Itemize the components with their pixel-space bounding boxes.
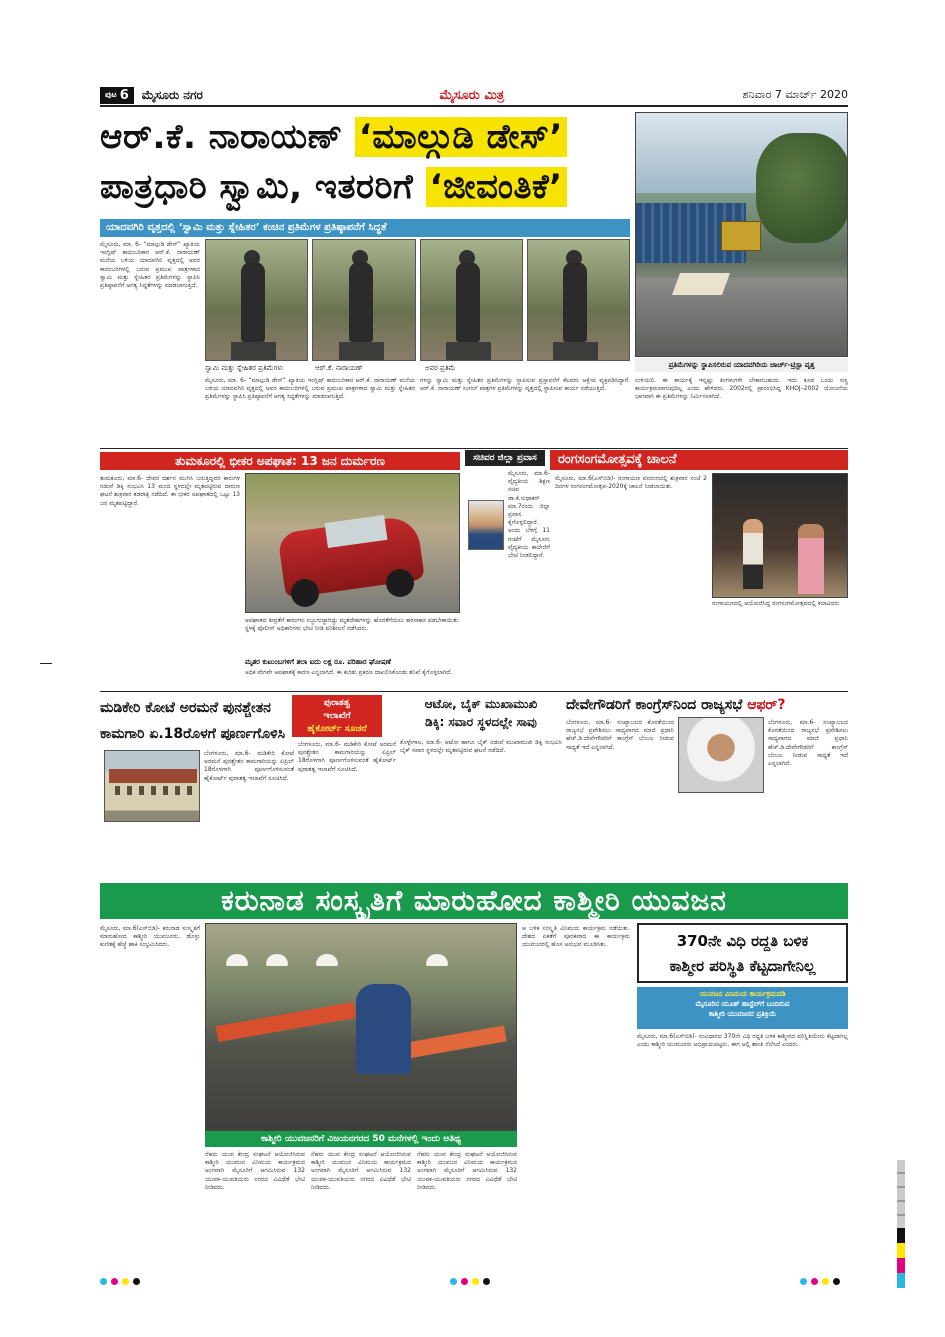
statue-captions: [205, 363, 630, 373]
hero-subhead: ಯಾದವಗಿರಿ ವೃತ್ತದಲ್ಲಿ ‘ಸ್ವಾಮಿ ಮತ್ತು ಸ್ನೇಹಿತರ’ ಕಂಚಿನ ಪ್ರತಿಮೆಗಳ ಪ್ರತಿಷ್ಠಾಪನೆಗೆ ಸಿದ್ಧತೆ: [100, 219, 630, 237]
statue-photo: [312, 239, 415, 361]
hero-headline-2a: ಪಾತ್ರಧಾರಿ ಸ್ವಾಮಿ, ಇತರರಿಗೆ: [100, 167, 426, 207]
accident-headline: ತುಮಕೂರಲ್ಲಿ ಭೀಕರ ಅಪಘಾತ: 13 ಜನ ದುರ್ಮರಣ: [100, 452, 460, 470]
accident-text: ಅಧಿಕ ವೇಗವೇ ಅಪಘಾತಕ್ಕೆ ಕಾರಣ ಎನ್ನಲಾಗಿದೆ. ಈ ಕುರಿತು ಪ್ರಕರಣ ದಾಖಲಿಸಿಕೊಂಡು ತನಿಖೆ ಕೈಗೊಳ್ಳಲಾಗಿದೆ.: [245, 669, 453, 676]
section-name: ಮೈಸೂರು ನಗರ: [141, 87, 203, 102]
devegowda-headline-b: ಆಫರ್?: [747, 697, 786, 713]
statue-caption: ಸ್ವಾಮಿ ಮತ್ತು ಸ್ನೇಹಿತರ ಪ್ರತಿಮೆಗಳು: [205, 364, 284, 372]
kashmir-text: ನೆಹರು ಯುವ ಕೇಂದ್ರ ಸಂಘಟನೆ ಆಯೋಜಿಸಿರುವ ಕಾಶ್ಮೀರಿ ಯುವಜನ ವಿನಿಮಯ ಕಾರ್ಯಕ್ರಮದ ಅಂಗವಾಗಿ ಮೈಸೂರಿಗೆ ಆಗಮಿಸಿರುವ 132 ಯುವಕ-ಯುವತಿಯರು ನಗರದ ವಿವಿಧೆಡೆ ಭೇಟಿ ನೀಡಿದರು.: [311, 1151, 411, 1191]
reaction-line: ಮೈಸೂರಿನ ಯೂತ್ ಹಾಸ್ಟೆಲ್‍ಗೆ ಬಂದಿರುವ: [695, 1000, 790, 1008]
crop-mark: [40, 663, 52, 664]
bike-text: ಕೊಳ್ಳೇಗಾಲ, ಮಾ.6- ಆಟೋ ಹಾಗೂ ಬೈಕ್ ನಡುವೆ ಮುಖಾಮುಖಿ ಡಿಕ್ಕಿ ಸಂಭವಿಸಿ ಬೈಕ್ ಸವಾರ ಸ್ಥಳದಲ್ಲೇ ಮೃತಪಟ್ಟಿರುವ ಘಟನೆ ನಡೆದಿದೆ.: [400, 739, 562, 755]
accident-text: ತುಮಕೂರು, ಮಾ.6- ದೇವರ ದರ್ಶನ ಮುಗಿಸಿ ಬರುತ್ತಿದ್ದವರ ಕಾರುಗಳ ನಡುವೆ ಡಿಕ್ಕಿ ಸಂಭವಿಸಿ 13 ಮಂದಿ ಸ್ಥಳದಲ್ಲೇ ಮೃತಪಟ್ಟಿರುವ ದಾರುಣ ಘಟನೆ ಶುಕ್ರವಾರ ತಡರಾತ್ರಿ ನಡೆದಿದೆ. ಈ ಭೀಕರ ಅಪಘಾತದಲ್ಲಿ ಒಟ್ಟು 13 ಜನ ಮೃತಪಟ್ಟಿದ್ದಾರೆ.: [100, 475, 240, 507]
hero-headline-2b: ‘ಜೀವಂತಿಕೆ’: [426, 167, 567, 207]
registration-marks: [800, 1278, 840, 1285]
circle-photo: [635, 112, 848, 357]
article-370-title-2: ಕಾಶ್ಮೀರ ಪರಿಸ್ಥಿತಿ ಕೆಟ್ಟದಾಗೇನಿಲ್ಲ: [669, 957, 816, 975]
kashmir-photo-caption: ಕಾಶ್ಮೀರಿ ಯುವಜನರಿಗೆ ವಿಜಯನಗರದ 50 ಮನೆಗಳಲ್ಲಿ ಇಂದು ಆತಿಥ್ಯ: [205, 1131, 517, 1147]
hero-body-text: ಮೈಸೂರು, ಮಾ. 6- “ಮಾಲ್ಗುಡಿ ಡೇಸ್” ಖ್ಯಾತಿಯ ಇಂಗ್ಲಿಷ್ ಕಾದಂಬರಿಕಾರ ಆರ್.ಕೆ. ನಾರಾಯಣ್ ಮನೆಯ ಬಳಿಯ ಯಾದವಗಿರಿ ವೃತ್ತದಲ್ಲಿ ಅವರ ಕಾದಂಬರಿಗಳಲ್ಲಿ ಬರುವ ಪ್ರಮುಖ ಪಾತ್ರಗಳಾದ ಸ್ವಾಮಿ ಮತ್ತು ಸ್ನೇಹಿತರ ಪ್ರತಿಮೆಗಳನ್ನು ಸ್ಥಾಪಿಸಿ ಪ್ರತಿಷ್ಠಾಪನೆಗೆ ಅಗತ್ಯ ಸಿದ್ಧತೆಗಳನ್ನು ಮಾಡಲಾಗುತ್ತಿದೆ.: [205, 377, 415, 401]
theatre-text: ಮೈಸೂರು, ಮಾ.6(ಎಸ್‍ಬಿಡಿ)- ರಂಗಾಯಣ ವನರಂಗದಲ್ಲಿ ಶುಕ್ರವಾರ ಸಂಜೆ 2 ದಿನಗಳ ರಂಗಸಂಗಮೋತ್ಸವ-2020ಕ್ಕೆ ಚಾಲನೆ ನೀಡಲಾಯಿತು.: [555, 475, 707, 491]
color-bar: [897, 1228, 905, 1288]
hero-headline-line-2: [100, 162, 630, 212]
madikeri-text: ಬೆಂಗಳೂರು, ಮಾ.6- ಮಡಿಕೇರಿ ಕೋಟೆ ಅರಮನೆ ಪುನಶ್ಚೇತನ ಕಾಮಗಾರಿಯನ್ನು ಏಪ್ರಿಲ್ 18ರೊಳಗಾಗಿ ಪೂರ್ಣಗೊಳಿಸುವಂತೆ ಹೈಕೋರ್ಟ್ ಪುರಾತತ್ವ ಇಲಾಖೆಗೆ ಸೂಚಿಸಿದೆ.: [204, 750, 294, 782]
hero-headline-1b: ‘ಮಾಲ್ಗುಡಿ ಡೇಸ್’: [355, 117, 567, 157]
devegowda-text: ಬೆಂಗಳೂರು, ಮಾ.6- ಸಂಖ್ಯಾಬಲದ ಕೊರತೆಯಿಂದ ರಾಜ್ಯಸಭೆ ಪ್ರವೇಶಿಸಲು ಸಾಧ್ಯವಾಗದ ಮಾಜಿ ಪ್ರಧಾನಿ ಹೆಚ್.ಡಿ.ದೇವೇಗೌಡರಿಗೆ ಕಾಂಗ್ರೆಸ್ ಬೆಂಬಲ ನೀಡುವ ಸಾಧ್ಯತೆ ಇದೆ ಎನ್ನಲಾಗಿದೆ.: [768, 719, 848, 768]
kashmir-photo: [205, 923, 517, 1131]
devegowda-headline: [566, 695, 848, 715]
kicker-line: ಪುರಾತತ್ವ: [323, 698, 351, 708]
reaction-box: [637, 987, 848, 1029]
statue-caption: ಅವರ ಪ್ರತಿಮೆ: [425, 364, 456, 372]
statue-photo: [205, 239, 308, 361]
hero-lead-text: ಮೈಸೂರು, ಮಾ. 6- “ಮಾಲ್ಗುಡಿ ಡೇಸ್” ಖ್ಯಾತಿಯ ಇಂಗ್ಲಿಷ್ ಕಾದಂಬರಿಕಾರ ಆರ್.ಕೆ. ನಾರಾಯಣ್ ಮನೆಯ ಬಳಿಯ ಯಾದವಗಿರಿ ವೃತ್ತದಲ್ಲಿ ಅವರ ಕಾದಂಬರಿಗಳಲ್ಲಿ ಬರುವ ಪ್ರಮುಖ ಪಾತ್ರಗಳಾದ ಸ್ವಾಮಿ ಮತ್ತು ಸ್ನೇಹಿತರ ಪ್ರತಿಮೆಗಳನ್ನು ಸ್ಥಾಪಿಸಿ ಪ್ರತಿಷ್ಠಾಪನೆಗೆ ಅಗತ್ಯ ಸಿದ್ಧತೆಗಳನ್ನು ಮಾಡಲಾಗುತ್ತಿದೆ.: [100, 241, 200, 290]
devegowda-headline-a: ದೇವೇಗೌಡರಿಗೆ ಕಾಂಗ್ರೆಸ್‍ನಿಂದ ರಾಜ್ಯಸಭೆ: [566, 697, 748, 713]
madikeri-headline-2: ಕಾಮಗಾರಿ ಏ.18ರೊಳಗೆ ಪೂರ್ಣಗೊಳಿಸಿ: [100, 726, 286, 742]
reaction-line: ಕಾಶ್ಮೀರಿ ಯುವಜನರ ಪ್ರತಿಕ್ರಿಯೆ: [708, 1010, 777, 1018]
kashmir-banner: ಕರುನಾಡ ಸಂಸ್ಕೃತಿಗೆ ಮಾರುಹೋದ ಕಾಶ್ಮೀರಿ ಯುವಜನ: [100, 883, 848, 919]
reaction-line: ಯುವಜನ ವಿನಿಮಯ ಕಾರ್ಯಕ್ರಮದಡಿ: [699, 990, 786, 998]
theatre-headline: ರಂಗಸಂಗಮೋತ್ಸವಕ್ಕೆ ಚಾಲನೆ: [550, 450, 848, 470]
kashmir-text: ನೆಹರು ಯುವ ಕೇಂದ್ರ ಸಂಘಟನೆ ಆಯೋಜಿಸಿರುವ ಕಾಶ್ಮೀರಿ ಯುವಜನ ವಿನಿಮಯ ಕಾರ್ಯಕ್ರಮದ ಅಂಗವಾಗಿ ಮೈಸೂರಿಗೆ ಆಗಮಿಸಿರುವ 132 ಯುವಕ-ಯುವತಿಯರು ನಗರದ ವಿವಿಧೆಡೆ ಭೇಟಿ ನೀಡಿದರು.: [205, 1151, 305, 1191]
hero-body-text: ಗಳನ್ನು ಸ್ವಾಮಿ ಮತ್ತು ಸ್ನೇಹಿತರ ಪ್ರತಿಮೆಗಳನ್ನು ಸ್ಥಾಪಿಸುವ ಪ್ರಸ್ತಾವನೆಗೆ ಕೆಲವರು ಆಕ್ಷೇಪ ವ್ಯಕ್ತಪಡಿಸಿದ್ದಾರೆ. ಆರ್.ಕೆ. ನಾರಾಯಣ್ ಸಿಂಗಲ್ ಪಾತ್ರಗಳ ಪ್ರತಿಮೆಗಳನ್ನು ವೃತ್ತದಲ್ಲಿ ಸ್ಥಾಪಿಸುವ ಕಾರ್ಯ ನಡೆಯುತ್ತಿದೆ.: [420, 377, 630, 393]
stage-photo-caption: ರಂಗಾಯಣದಲ್ಲಿ ಆಯೋಜಿಸಿದ್ದ ರಂಗಸಂಗಮೋತ್ಸವದಲ್ಲಿ ಕಲಾವಿದರು: [712, 600, 840, 607]
bike-headline-1: ಆಟೋ, ಬೈಕ್ ಮುಖಾಮುಖಿ: [424, 697, 538, 711]
newspaper-page: [100, 85, 848, 1265]
devegowda-text: ಬೆಂಗಳೂರು, ಮಾ.6- ಸಂಖ್ಯಾಬಲದ ಕೊರತೆಯಿಂದ ರಾಜ್ಯಸಭೆ ಪ್ರವೇಶಿಸಲು ಸಾಧ್ಯವಾಗದ ಮಾಜಿ ಪ್ರಧಾನಿ ಹೆಚ್.ಡಿ.ದೇವೇಗೌಡರಿಗೆ ಕಾಂಗ್ರೆಸ್ ಬೆಂಬಲ ನೀಡುವ ಸಾಧ್ಯತೆ ಇದೆ ಎನ್ನಲಾಗಿದೆ.: [566, 719, 674, 751]
minister-photo: [468, 500, 504, 550]
palace-photo: [104, 750, 200, 822]
page-number: 6: [119, 87, 129, 103]
madikeri-headline: [100, 695, 288, 747]
registration-marks: [450, 1278, 490, 1285]
madikeri-headline-1: ಮಡಿಕೇರಿ ಕೋಟೆ ಅರಮನೆ ಪುನಶ್ಚೇತನ: [100, 700, 271, 716]
statue-photo: [420, 239, 523, 361]
statue-photo: [527, 239, 630, 361]
hero-right-text: ಉಳಿಯಲಿ. ಈ ಕಾರ್ಯಕ್ಕೆ ಇನ್ನಷ್ಟು ತಿಂಗಳುಗಳೇ ಬೇಕಾಗಬಹುದು. ಇದು ಕೂಡ ಒಂದು ಸಣ್ಣ ಕಾರ್ಯಕ್ರಮವಾಗುವುದಿಲ್ಲ ಎಂದು ಹೇಳಿದರು. 2002ರಲ್ಲಿ ಪ್ರಾರಂಭಿಸಿದ್ದ KHOJ–2002 ಯೋಜನೆಯ ಭಾಗವಾಗಿ ಈ ಪ್ರತಿಮೆಗಳನ್ನು ನಿರ್ಮಿಸಲಾಗಿದೆ.: [635, 377, 848, 401]
circle-photo-caption: ಪ್ರತಿಮೆಗಳನ್ನು ಸ್ಥಾಪಿಸಲಿರುವ ಯಾದವಗಿರಿಯ ಚಾರ್ಚ್-ಟ್ರಿಸ್ಟಾ ವೃತ್ತ: [635, 358, 848, 372]
accident-bold-note: ಮೃತರ ಕುಟುಂಬಗಳಿಗೆ ತಲಾ ಐದು ಲಕ್ಷ ರೂ. ಪರಿಹಾರ ಘೋಷಣೆ: [245, 658, 391, 666]
statue-photos: [205, 239, 630, 361]
bike-headline: [400, 695, 562, 735]
page-number-box: [100, 87, 134, 104]
issue-date: ಶನಿವಾರ 7 ಮಾರ್ಚ್ 2020: [742, 88, 848, 101]
madikeri-kicker: [292, 695, 382, 737]
hero-headline-1a: ಆರ್.ಕೆ. ನಾರಾಯಣ್: [100, 117, 355, 157]
kashmir-text: ನೆಹರು ಯುವ ಕೇಂದ್ರ ಸಂಘಟನೆ ಆಯೋಜಿಸಿರುವ ಕಾಶ್ಮೀರಿ ಯುವಜನ ವಿನಿಮಯ ಕಾರ್ಯಕ್ರಮದ ಅಂಗವಾಗಿ ಮೈಸೂರಿಗೆ ಆಗಮಿಸಿರುವ 132 ಯುವಕ-ಯುವತಿಯರು ನಗರದ ವಿವಿಧೆಡೆ ಭೇಟಿ ನೀಡಿದರು.: [417, 1151, 517, 1191]
kicker-line: ಇಲಾಖೆಗೆ: [323, 711, 351, 721]
article-370-text: ಮೈಸೂರು, ಮಾ.6(ಎಸ್‍ಬಿಡಿ)- ಸಂವಿಧಾನದ 370ನೇ ವಿಧಿ ರದ್ದತಿ ಬಳಿಕ ಕಾಶ್ಮೀರದ ಪರಿಸ್ಥಿತಿಯೇನು ಕೆಟ್ಟದಾಗಿಲ್ಲ ಎಂದು ಕಾಶ್ಮೀರಿ ಯುವಜನರು ಅಭಿಪ್ರಾಯಪಟ್ಟರು. ಈಗ ಅಲ್ಲಿ ಶಾಂತಿ ನೆಲೆಸಿದೆ ಎಂದರು.: [637, 1033, 848, 1049]
district-tour-text: ಮೈಸೂರು, ಮಾ.6- ವೈದ್ಯಕೀಯ ಶಿಕ್ಷಣ ಸಚಿವ ಡಾ.ಕೆ.ಸುಧಾಕರ್ ಮಾ.7ರಂದು ಜಿಲ್ಲಾ ಪ್ರವಾಸ ಕೈಗೊಳ್ಳಲಿದ್ದಾರೆ. ಅಂದು ಬೆಳಿಗ್ಗೆ 11 ಗಂಟೆಗೆ ಮೈಸೂರು ವೈದ್ಯಕೀಯ ಕಾಲೇಜಿಗೆ ಭೇಟಿ ನೀಡಲಿದ್ದಾರೆ.: [508, 470, 550, 560]
hero-headline: [100, 112, 630, 218]
divider: [100, 448, 848, 449]
madikeri-text: ಬೆಂಗಳೂರು, ಮಾ.6- ಮಡಿಕೇರಿ ಕೋಟೆ ಅರಮನೆ ಪುನಶ್ಚೇತನ ಕಾಮಗಾರಿಯನ್ನು ಏಪ್ರಿಲ್ 18ರೊಳಗಾಗಿ ಪೂರ್ಣಗೊಳಿಸುವಂತೆ ಹೈಕೋರ್ಟ್ ಪುರಾತತ್ವ ಇಲಾಖೆಗೆ ಸೂಚಿಸಿದೆ.: [298, 741, 396, 773]
article-370-title-1: 370ನೇ ವಿಧಿ ರದ್ದತಿ ಬಳಿಕ: [676, 932, 809, 950]
devegowda-portrait: [678, 717, 764, 793]
crash-photo: [245, 473, 460, 613]
paper-name: ಮೈಸೂರು ಮಿತ್ರ: [439, 87, 505, 103]
bike-headline-2: ಡಿಕ್ಕಿ: ಸವಾರ ಸ್ಥಳದಲ್ಲೇ ಸಾವು: [425, 715, 537, 729]
divider: [100, 691, 848, 692]
hero-headline-line-1: [100, 112, 630, 162]
stage-photo: [712, 473, 848, 598]
article-370-box: [637, 923, 848, 983]
kashmir-text: ಮೈಸೂರು, ಮಾ.6(ಎಸ್‍ಬಿಡಿ)- ಕರುನಾಡ ಸಂಸ್ಕೃತಿಗೆ ಮಾರುಹೋದ ಕಾಶ್ಮೀರಿ ಯುವಜನರು, ಡೊಳ್ಳು ಕುಣಿತಕ್ಕೆ ಹೆಜ್ಜೆ ಹಾಕಿ ಸಂಭ್ರಮಿಸಿದರು.: [100, 925, 200, 949]
kashmir-text: ಆ ಬಳಿಕ ಸಂಸ್ಕೃತಿ ವಿನಿಮಯ ಕಾರ್ಯಕ್ರಮ ನಡೆಯಿತು. ದೇಶದ ಏಕತೆಗೆ ಪೂರಕವಾದ ಈ ಕಾರ್ಯಕ್ರಮ ಯುವಜನರಲ್ಲಿ ಹೊಸ ಅನುಭವ ಮೂಡಿಸಿತು.: [522, 925, 630, 949]
page-label: ಪುಟ: [105, 90, 117, 99]
kicker-line: ಹೈಕೋರ್ಟ್ ಸೂಚನೆ: [307, 724, 367, 734]
masthead: [100, 85, 848, 107]
registration-marks: [100, 1278, 140, 1285]
accident-text: ಅಪಘಾತದ ತೀವ್ರತೆಗೆ ಕಾರುಗಳು ನಜ್ಜುಗುಜ್ಜಾಗಿದ್ದು ಮೃತದೇಹಗಳನ್ನು ಹೊರತೆಗೆಯಲು ಹರಸಾಹಸ ಪಡಬೇಕಾಯಿತು. ಸ್ಥಳಕ್ಕೆ ಪೊಲೀಸ್ ಅಧಿಕಾರಿಗಳು ಭೇಟಿ ನೀಡಿ ಪರಿಶೀಲನೆ ನಡೆಸಿದರು.: [245, 617, 460, 633]
statue-caption: ಆರ್.ಕೆ. ನಾರಾಯಣ್: [315, 364, 363, 372]
district-tour-label: ಸಚಿವರ ಜಿಲ್ಲಾ ಪ್ರವಾಸ: [465, 450, 545, 466]
